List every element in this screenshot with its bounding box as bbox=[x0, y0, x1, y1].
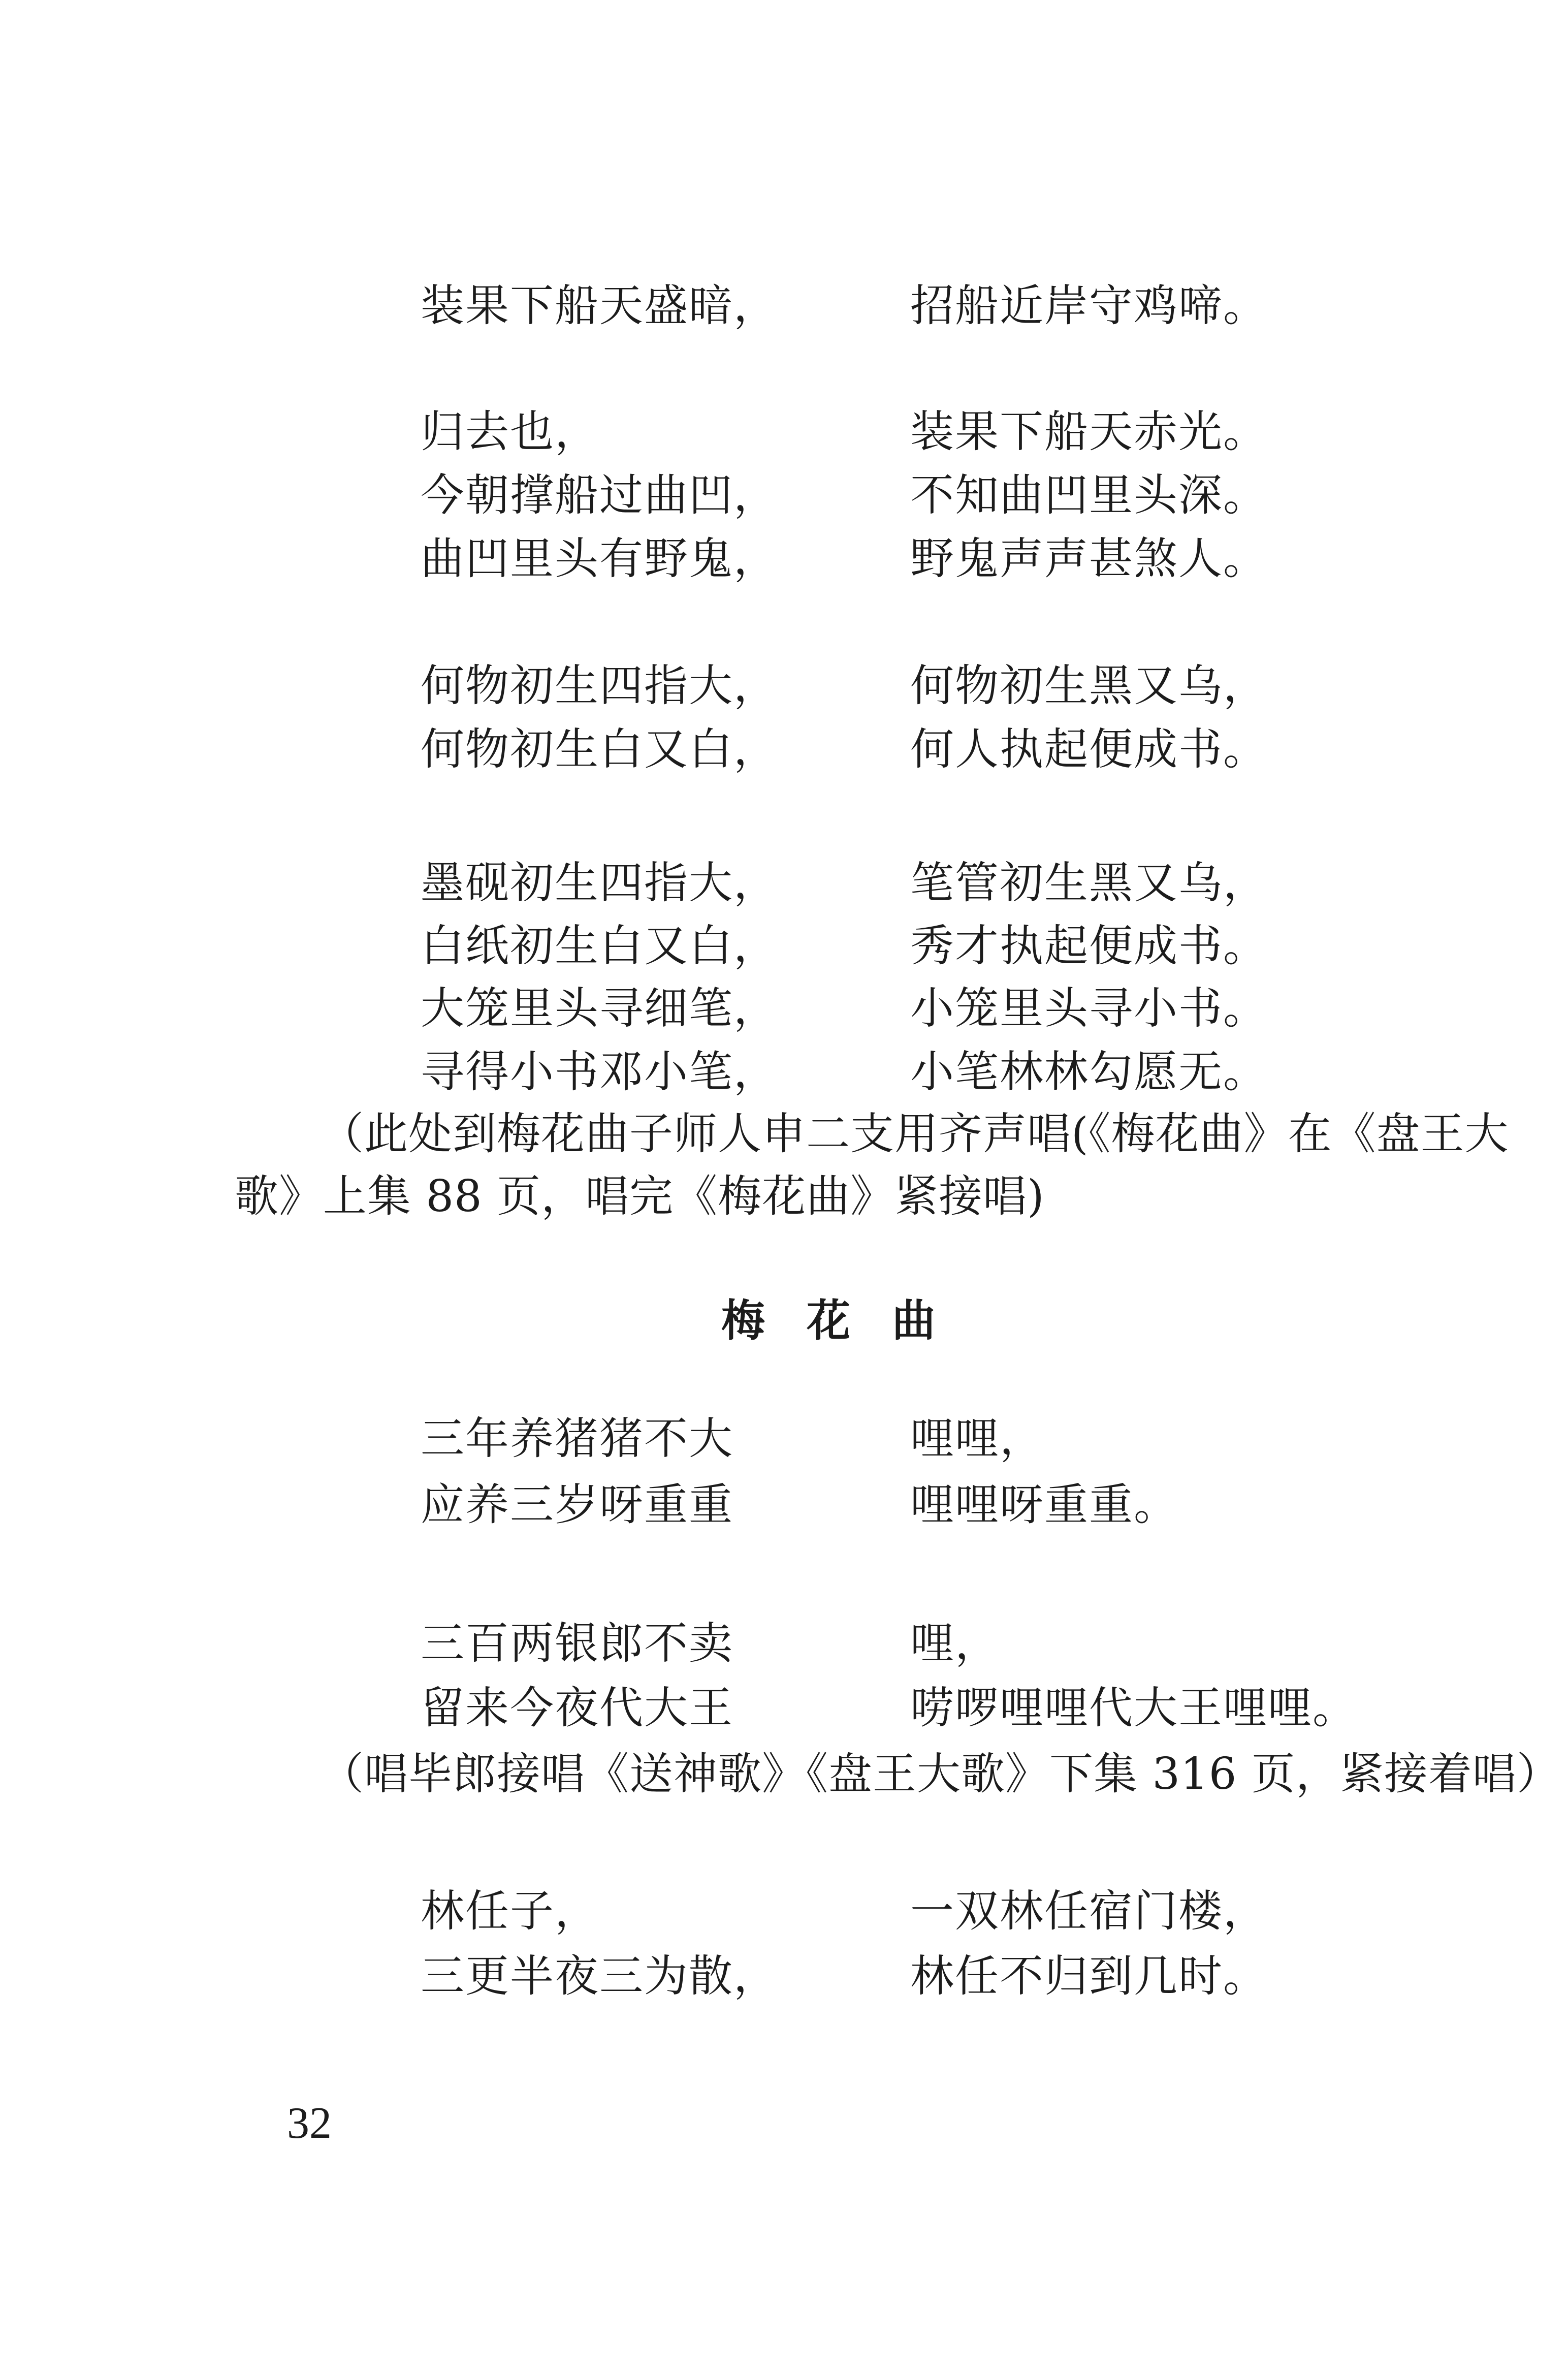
verse-right: 招船近岸守鸡啼。 bbox=[910, 280, 1268, 331]
verse-right: 笔管初生黑又乌， bbox=[910, 858, 1268, 908]
verse-left: 林任子， bbox=[421, 1886, 599, 1937]
performance-note: 歌》上集 88 页，唱完《梅花曲》紧接唱) bbox=[235, 1171, 1045, 1222]
verse-right: 不知曲凹里头深。 bbox=[910, 470, 1268, 521]
page-number: 32 bbox=[287, 2099, 332, 2148]
song-right: 哩， bbox=[910, 1618, 1000, 1669]
performance-note: （唱毕郎接唱《送神歌》《盘王大歌》下集 316 页，紧接着唱） bbox=[320, 1749, 1561, 1799]
verse-right: 何人执起便成书。 bbox=[910, 724, 1268, 775]
song-left: 三年养猪猪不大 bbox=[421, 1413, 733, 1464]
verse-right: 一双林任宿门楼， bbox=[910, 1886, 1268, 1937]
verse-right: 秀才执起便成书。 bbox=[910, 921, 1268, 971]
verse-left: 何物初生四指大， bbox=[421, 660, 778, 711]
song-left: 应养三岁呀重重 bbox=[421, 1479, 733, 1530]
section-title-char: 梅 bbox=[721, 1295, 766, 1346]
verse-right: 林任不归到几时。 bbox=[910, 1951, 1268, 2002]
verse-left: 归去也， bbox=[421, 406, 599, 457]
verse-right: 装果下船天赤光。 bbox=[910, 406, 1268, 457]
verse-left: 曲凹里头有野鬼， bbox=[421, 533, 778, 584]
verse-left: 寻得小书邓小笔， bbox=[421, 1047, 778, 1097]
song-right: 唠啰哩哩代大王哩哩。 bbox=[910, 1683, 1357, 1733]
verse-left: 三更半夜三为散， bbox=[421, 1951, 778, 2002]
verse-left: 装果下船天盛暗， bbox=[421, 280, 778, 331]
verse-left: 今朝撑船过曲凹， bbox=[421, 470, 778, 521]
song-right: 哩哩呀重重。 bbox=[910, 1479, 1178, 1530]
verse-right: 小笼里头寻小书。 bbox=[910, 983, 1268, 1034]
song-right: 哩哩， bbox=[910, 1413, 1044, 1464]
verse-left: 白纸初生白又白， bbox=[421, 921, 778, 971]
verse-left: 何物初生白又白， bbox=[421, 724, 778, 775]
verse-right: 何物初生黑又乌， bbox=[910, 660, 1268, 711]
verse-right: 野鬼声声甚煞人。 bbox=[910, 533, 1268, 584]
section-title-char: 曲 bbox=[892, 1295, 937, 1346]
verse-right: 小笔林林勾愿无。 bbox=[910, 1047, 1268, 1097]
performance-note: （此处到梅花曲子师人申二支用齐声唱(《梅花曲》在《盘王大 bbox=[320, 1109, 1509, 1159]
verse-left: 大笼里头寻细笔， bbox=[421, 983, 778, 1034]
song-left: 留来今夜代大王 bbox=[421, 1683, 733, 1733]
section-title bbox=[721, 1295, 937, 1346]
song-left: 三百两银郎不卖 bbox=[421, 1618, 733, 1669]
verse-left: 墨砚初生四指大， bbox=[421, 858, 778, 908]
section-title-char: 花 bbox=[807, 1295, 851, 1346]
